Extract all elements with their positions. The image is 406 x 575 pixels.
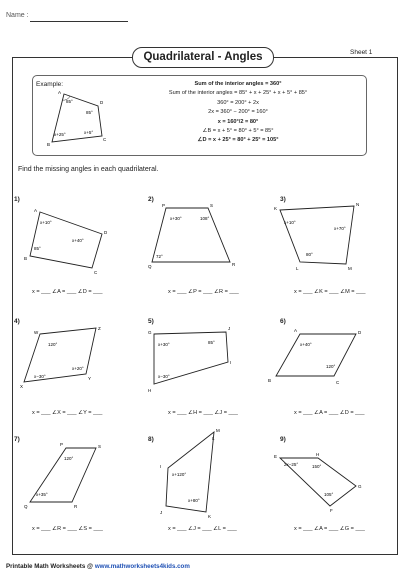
problem-9-angle-f: 105° xyxy=(324,492,334,497)
problem-8-angle-k: x+80° xyxy=(188,498,200,503)
problem-4-angle-y: x+20° xyxy=(72,366,84,371)
problem-9-vertex-g: G xyxy=(358,484,362,489)
problem-4-vertex-z: Z xyxy=(98,326,101,331)
problem-3-angle-k: x+10° xyxy=(284,220,296,225)
problem-5-vertex-i: I xyxy=(230,360,232,365)
problem-4-angle-x: x−30° xyxy=(34,374,46,379)
name-line[interactable] xyxy=(30,21,128,22)
sheet-number: Sheet 1 xyxy=(350,49,373,56)
problem-2-vertex-q: Q xyxy=(148,264,152,269)
name-label: Name : xyxy=(6,12,29,19)
footer xyxy=(6,563,190,570)
problem-7-figure xyxy=(22,440,112,510)
example-angle-b: x+25° xyxy=(54,132,66,137)
problem-7-number: 7) xyxy=(14,436,20,443)
problem-6-vertex-d: D xyxy=(358,330,362,335)
problem-1-angle-d: x+40° xyxy=(72,238,84,243)
problem-3-vertex-l: L xyxy=(296,266,299,271)
problem-1-angle-b: 85° xyxy=(34,246,41,251)
problem-4-vertex-y: Y xyxy=(88,376,92,381)
problem-8-vertex-l: L xyxy=(212,436,215,441)
problem-5-vertex-j: J xyxy=(228,326,231,331)
example-vertex-c: C xyxy=(103,137,107,142)
example-vertex-a: A xyxy=(58,90,62,95)
problem-7-vertex-r: R xyxy=(74,504,78,509)
problem-5-angle-h: x−30° xyxy=(158,374,170,379)
problem-4-answer[interactable]: x = ___ ∠X = ___ ∠Y = ___ xyxy=(32,410,103,416)
example-angle-a: 85° xyxy=(66,99,73,104)
instruction: Find the missing angles in each quadrilateral. xyxy=(18,166,159,173)
problem-2-vertex-r: R xyxy=(232,262,236,267)
problem-6-vertex-b: B xyxy=(268,378,272,383)
problem-3-angle-l: 80° xyxy=(306,252,313,257)
example-step-1: Sum of the interior angles = 360° xyxy=(194,81,282,87)
problem-9-angle-e: 2x−25° xyxy=(284,462,299,467)
problem-9-vertex-h: H xyxy=(316,452,320,457)
problem-5-answer[interactable]: x = ___ ∠H = ___ ∠J = ___ xyxy=(168,410,238,416)
problem-9-answer[interactable]: x = ___ ∠A = ___ ∠G = ___ xyxy=(294,526,365,532)
example-step-2: Sum of the interior angles = 85° + x + 25° + x + 5° + 85° xyxy=(168,90,308,97)
problem-7-angle-q: x+35° xyxy=(36,492,48,497)
problem-4-vertex-x: X xyxy=(20,384,24,389)
problem-5-angle-j: 85° xyxy=(208,340,215,345)
problem-1-vertex-a: A xyxy=(34,208,38,213)
example-steps xyxy=(118,80,358,146)
problem-9-vertex-e: E xyxy=(274,454,278,459)
problem-3-angle-n: x+70° xyxy=(334,226,346,231)
problem-7-answer[interactable]: x = ___ ∠R = ___ ∠S = ___ xyxy=(32,526,103,532)
problem-1-vertex-d: D xyxy=(104,230,108,235)
problem-4-angle-w: 120° xyxy=(48,342,58,347)
problem-6-answer[interactable]: x = ___ ∠A = ___ ∠D = ___ xyxy=(294,410,365,416)
example-step-4: 2x = 360° − 200° = 160° xyxy=(208,109,268,116)
footer-text: Printable Math Worksheets @ xyxy=(6,563,94,570)
problem-6-figure xyxy=(266,322,370,388)
problem-2-angle-q: 72° xyxy=(156,254,163,259)
problem-9-figure xyxy=(270,446,370,513)
problem-2-figure xyxy=(146,202,246,274)
problem-2-angle-s: 108° xyxy=(200,216,210,221)
problem-8-number: 8) xyxy=(148,436,154,443)
problem-4-figure xyxy=(20,322,110,390)
problem-3-vertex-k: K xyxy=(274,206,278,211)
problem-6-vertex-c: C xyxy=(336,380,340,385)
example-step-6: ∠B = x + 5° = 80° + 5° = 85° xyxy=(202,128,274,135)
problem-9-angle-h: 150° xyxy=(312,464,322,469)
problem-2-answer[interactable]: x = ___ ∠P = ___ ∠R = ___ xyxy=(168,289,239,295)
problem-6-number: 6) xyxy=(280,318,286,325)
problem-3-figure xyxy=(272,202,372,274)
example-figure xyxy=(40,86,112,148)
problem-1-angle-a: x+10° xyxy=(40,220,52,225)
problem-5-vertex-h: H xyxy=(148,388,152,393)
problem-6-vertex-a: A xyxy=(294,328,298,333)
problem-2-angle-p: x+30° xyxy=(170,216,182,221)
worksheet-title: Quadrilateral - Angles xyxy=(132,47,274,68)
problem-8-vertex-k: K xyxy=(208,514,212,519)
problem-9-number: 9) xyxy=(280,436,286,443)
example-angle-c: x+5° xyxy=(84,130,94,135)
example-step-7: ∠D = x + 25° = 80° + 25° = 105° xyxy=(197,137,279,144)
problem-1-vertex-c: C xyxy=(94,270,98,275)
example-step-5: x = 160°/2 = 80° xyxy=(217,118,259,125)
problem-9-vertex-f: F xyxy=(330,508,333,513)
problem-1-vertex-b: B xyxy=(24,256,28,261)
problem-3-vertex-m: M xyxy=(348,266,352,271)
problem-7-vertex-s: S xyxy=(98,444,102,449)
problem-1-figure xyxy=(20,202,120,277)
problem-8-vertex-m: M xyxy=(216,428,220,433)
problem-8-vertex-i: I xyxy=(160,464,162,469)
problem-5-angle-g: x+30° xyxy=(158,342,170,347)
problem-5-number: 5) xyxy=(148,318,154,325)
problem-4-vertex-w: W xyxy=(34,330,39,335)
example-vertex-d: D xyxy=(100,100,104,105)
problem-1-answer[interactable]: x = ___ ∠A = ___ ∠D = ___ xyxy=(32,289,103,295)
problem-6-angle-c: 120° xyxy=(326,364,336,369)
problem-5-figure xyxy=(144,322,244,394)
example-step-3: 360° = 200° + 2x xyxy=(217,99,259,106)
problem-7-vertex-p: P xyxy=(60,442,64,447)
problem-8-vertex-j: J xyxy=(160,510,163,515)
problem-5-vertex-g: G xyxy=(148,330,152,335)
problem-3-answer[interactable]: x = ___ ∠K = ___ ∠M = ___ xyxy=(294,289,366,295)
problem-2-vertex-p: P xyxy=(162,203,166,208)
example-label: Example: xyxy=(36,81,64,88)
problem-3-number: 3) xyxy=(280,196,286,203)
problem-2-number: 2) xyxy=(148,196,154,203)
problem-6-angle-a: x+40° xyxy=(300,342,312,347)
problem-8-answer[interactable]: x = ___ ∠J = ___ ∠L = ___ xyxy=(168,526,237,532)
problem-1-number: 1) xyxy=(14,196,20,203)
example-vertex-b: B xyxy=(47,142,51,147)
problem-3-vertex-n: N xyxy=(356,202,360,207)
problem-2-vertex-s: S xyxy=(210,203,214,208)
problem-4-number: 4) xyxy=(14,318,20,325)
problem-7-vertex-q: Q xyxy=(24,504,28,509)
problem-7-angle-p: 120° xyxy=(64,456,74,461)
example-angle-d: 85° xyxy=(86,110,93,115)
problem-8-angle-i: x+120° xyxy=(172,472,187,477)
problem-8-figure xyxy=(156,426,226,518)
footer-link[interactable]: www.mathworksheets4kids.com xyxy=(94,563,190,570)
